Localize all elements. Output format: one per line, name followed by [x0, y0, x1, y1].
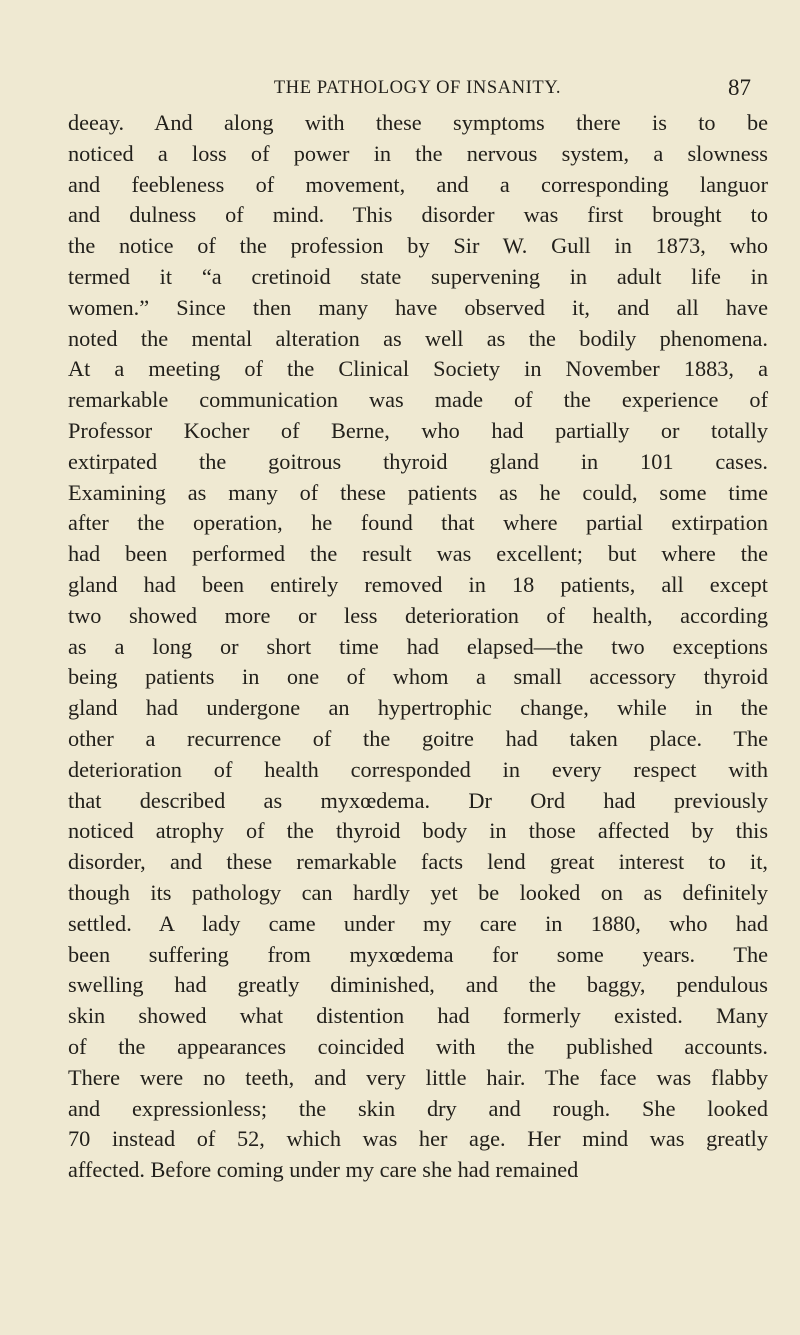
- text-line: women.” Since then many have observed it, and all have: [68, 294, 768, 320]
- text-line: as a long or short time had elapsed—the two exceptions: [68, 633, 768, 659]
- text-line: noticed atrophy of the thyroid body in those affected by this: [68, 818, 768, 844]
- text-line: extirpated the goitrous thyroid gland in 101 cases.: [68, 448, 768, 474]
- page-number: 87: [728, 75, 751, 100]
- text-line: There were no teeth, and very little hair. The face was flabby: [68, 1064, 768, 1090]
- text-line: gland had undergone an hypertrophic change, while in the: [68, 695, 768, 721]
- text-line: and feebleness of movement, and a corresponding languor: [68, 171, 768, 197]
- text-line: though its pathology can hardly yet be looked on as definitely: [68, 879, 768, 905]
- text-line: being patients in one of whom a small accessory thyroid: [68, 664, 768, 690]
- body-paragraph: [68, 108, 768, 1186]
- text-line: and expressionless; the skin dry and rough. She looked: [68, 1095, 768, 1121]
- text-line: noticed a loss of power in the nervous system, a slowness: [68, 140, 768, 166]
- running-head: [70, 70, 765, 106]
- text-line: disorder, and these remarkable facts lend great interest to it,: [68, 849, 768, 875]
- text-line: that described as myxœdema. Dr Ord had previously: [68, 787, 768, 813]
- text-line: been suffering from myxœdema for some years. The: [68, 941, 768, 967]
- text-line: deeay. And along with these symptoms there is to be: [68, 110, 768, 135]
- text-line: two showed more or less deterioration of health, according: [68, 602, 768, 628]
- text-line: the notice of the profession by Sir W. Gull in 1873, who: [68, 233, 768, 259]
- text-line: termed it “a cretinoid state supervening in adult life in: [68, 263, 768, 289]
- text-line: gland had been entirely removed in 18 patients, all except: [68, 571, 768, 597]
- text-line: At a meeting of the Clinical Society in November 1883, a: [68, 356, 768, 382]
- text-line: swelling had greatly diminished, and the baggy, pendulous: [68, 972, 768, 998]
- text-line: other a recurrence of the goitre had taken place. The: [68, 725, 768, 751]
- text-line: remarkable communication was made of the experience of: [68, 387, 768, 413]
- text-line: deterioration of health corresponded in every respect with: [68, 756, 768, 782]
- text-line: after the operation, he found that where partial extirpation: [68, 510, 768, 536]
- text-line: skin showed what distention had formerly existed. Many: [68, 1003, 768, 1029]
- text-line: and dulness of mind. This disorder was first brought to: [68, 202, 768, 228]
- text-line: settled. A lady came under my care in 1880, who had: [68, 910, 768, 936]
- text-line: of the appearances coincided with the published accounts.: [68, 1033, 768, 1059]
- text-line: Examining as many of these patients as he could, some time: [68, 479, 768, 505]
- text-line: Professor Kocher of Berne, who had partially or totally: [68, 417, 768, 443]
- text-line: noted the mental alteration as well as the bodily phenomena.: [68, 325, 768, 351]
- text-line: 70 instead of 52, which was her age. Her mind was greatly: [68, 1126, 768, 1152]
- text-line: affected. Before coming under my care she had remained: [68, 1157, 579, 1183]
- text-line: had been performed the result was excellent; but where the: [68, 541, 768, 567]
- running-title: THE PATHOLOGY OF INSANITY.: [273, 78, 562, 98]
